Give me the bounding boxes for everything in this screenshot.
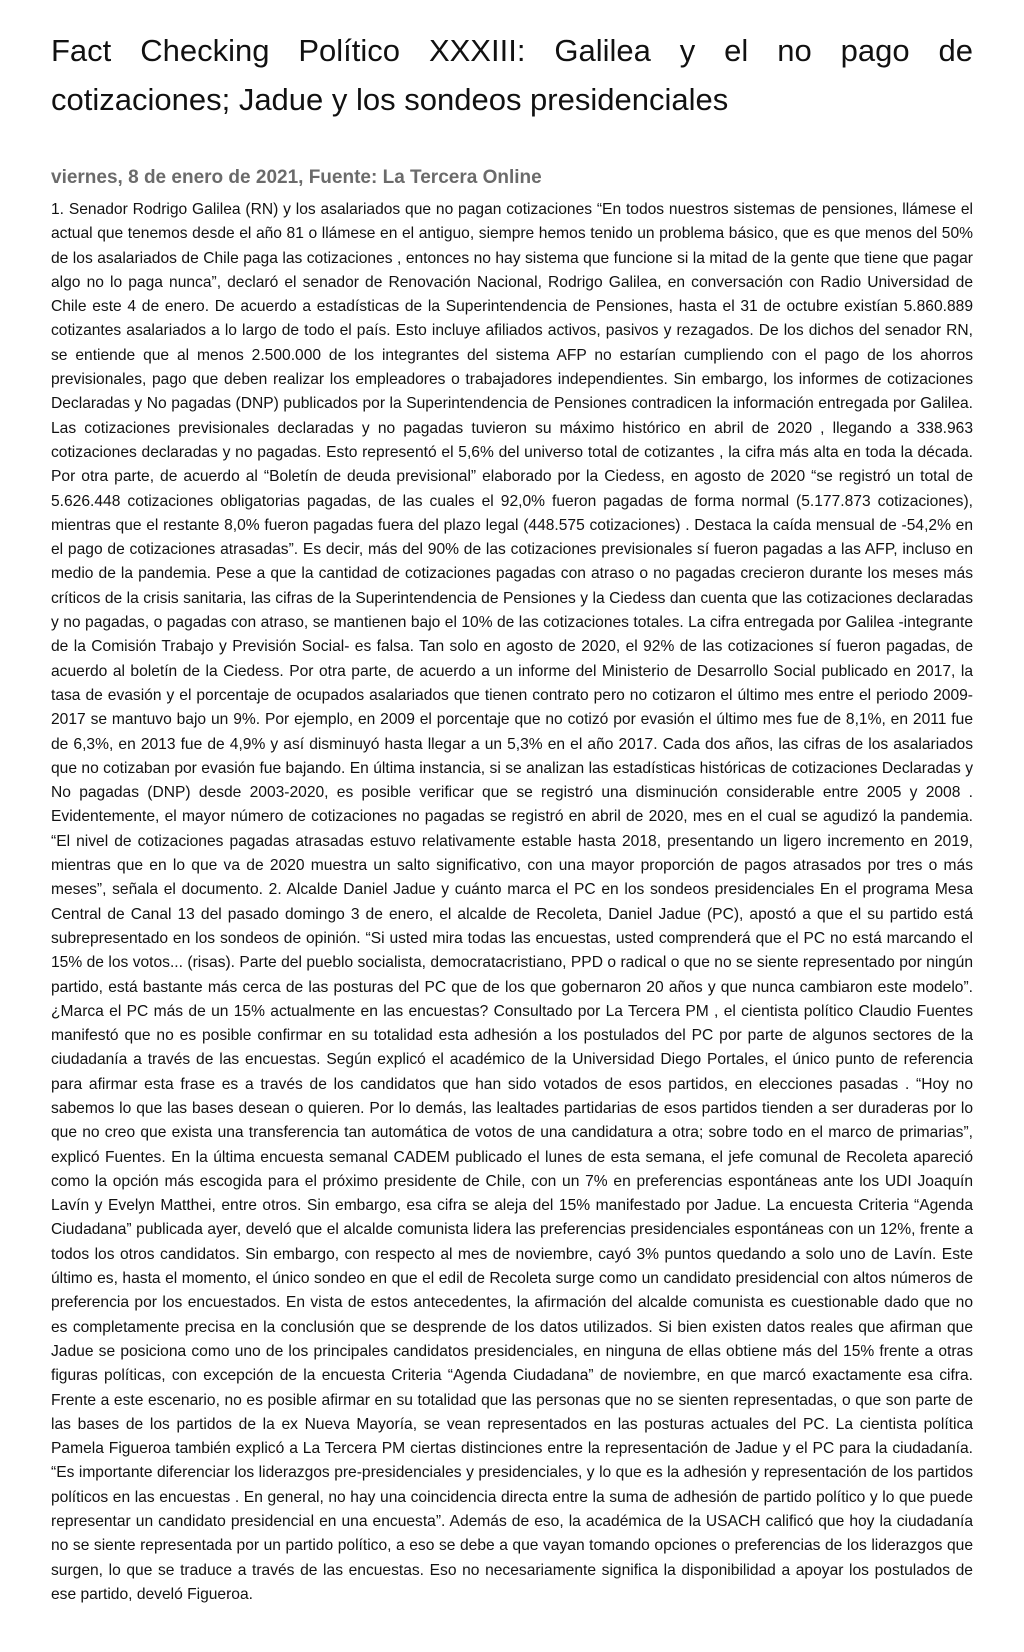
article-date-source: viernes, 8 de enero de 2021, Fuente: La Tercera Online	[51, 167, 542, 188]
article-title: Fact Checking Político XXXIII: Galilea y el no pago de cotizaciones; Jadue y los sondeos presidenciales	[51, 33, 973, 117]
article-body: 1. Senador Rodrigo Galilea (RN) y los asalariados que no pagan cotizaciones “En todos nuestros sistemas de pensiones, llámese el actual que tenemos desde el año 81 o llámese en el antiguo, siempre hemos tenido un problema básico, que es que menos del 50% de los asalariados de Chile paga las cotizaciones , entonces no hay sistema que funcione si la mitad de la gente que tiene que pagar algo no lo paga nunca”, declaró el senador de Renovación Nacional, Rodrigo Galilea, en conversación con Radio Universidad de Chile este 4 de enero. De acuerdo a estadísticas de la Superintendencia de Pensiones, hasta el 31 de octubre existían 5.860.889 cotizantes asalariados a lo largo de todo el país. Esto incluye afiliados activos, pasivos y rezagados. De los dichos del senador RN, se entiende que al menos 2.500.000 de los integrantes del sistema AFP no estarían cumpliendo con el pago de los ahorros previsionales, pago que deben realizar los empleadores o trabajadores independientes. Sin embargo, los informes de cotizaciones Declaradas y No pagadas (DNP) publicados por la Superintendencia de Pensiones contradicen la información entregada por Galilea. Las cotizaciones previsionales declaradas y no pagadas tuvieron su máximo histórico en abril de 2020 , llegando a 338.963 cotizaciones declaradas y no pagadas. Esto representó el 5,6% del universo total de cotizantes , la cifra más alta en toda la década. Por otra parte, de acuerdo al “Boletín de deuda previsional” elaborado por la Ciedess, en agosto de 2020 “se registró un total de 5.626.448 cotizaciones obligatorias pagadas, de las cuales el 92,0% fueron pagadas de forma normal (5.177.873 cotizaciones), mientras que el restante 8,0% fueron pagadas fuera del plazo legal (448.575 cotizaciones) . Destaca la caída mensual de -54,2% en el pago de cotizaciones atrasadas”. Es decir, más del 90% de las cotizaciones previsionales sí fueron pagadas a las AFP, incluso en medio de la pandemia. Pese a que la cantidad de cotizaciones pagadas con atraso o no pagadas crecieron durante los meses más críticos de la crisis sanitaria, las cifras de la Superintendencia de Pensiones y la Ciedess dan cuenta que las cotizaciones declaradas y no pagadas, o pagadas con atraso, se mantienen bajo el 10% de las cotizaciones totales. La cifra entregada por Galilea -integrante de la Comisión Trabajo y Previsión Social- es falsa. Tan solo en agosto de 2020, el 92% de las cotizaciones sí fueron pagadas, de acuerdo al boletín de la Ciedess. Por otra parte, de acuerdo a un informe del Ministerio de Desarrollo Social publicado en 2017, la tasa de evasión y el porcentaje de ocupados asalariados que tienen contrato pero no cotizaron el último mes entre el periodo 2009-2017 se mantuvo bajo un 9%. Por ejemplo, en 2009 el porcentaje que no cotizó por evasión el último mes fue de 8,1%, en 2011 fue de 6,3%, en 2013 fue de 4,9% y así disminuyó hasta llegar a un 5,3% en el año 2017. Cada dos años, las cifras de los asalariados que no cotizaban por evasión fue bajando. En última instancia, si se analizan las estadísticas históricas de cotizaciones Declaradas y No pagadas (DNP) desde 2003-2020, es posible verificar que se registró una disminución considerable entre 2005 y 2008 . Evidentemente, el mayor número de cotizaciones no pagadas se registró en abril de 2020, mes en el cual se agudizó la pandemia. “El nivel de cotizaciones pagadas atrasadas estuvo relativamente estable hasta 2018, presentando un ligero incremento en 2019, mientras que en lo que va de 2020 muestra un salto significativo, con una mayor proporción de pagos atrasados por tres o más meses”, señala el documento. 2. Alcalde Daniel Jadue y cuánto marca el PC en los sondeos presidenciales En el programa Mesa Central de Canal 13 del pasado domingo 3 de enero, el alcalde de Recoleta, Daniel Jadue (PC), apostó a que el su partido está subrepresentado en los sondeos de opinión. “Si usted mira todas las encuestas, usted comprenderá que el PC no está marcando el 15% de los votos... (risas). Parte del pueblo socialista, democratacristiano, PPD o radical o que no se siente representado por ningún partido, está bastante más cerca de las posturas del PC que de los que gobernaron 20 años y que nunca cambiaron este modelo”. ¿Marca el PC más de un 15% actualmente en las encuestas? Consultado por La Tercera PM , el cientista político Claudio Fuentes manifestó que no es posible confirmar en su totalidad esta adhesión a los postulados del PC por parte de algunos sectores de la ciudadanía a través de las encuestas. Según explicó el académico de la Universidad Diego Portales, el único punto de referencia para afirmar esta frase es a través de los candidatos que han sido votados de esos partidos, en elecciones pasadas . “Hoy no sabemos lo que las bases desean o quieren. Por lo demás, las lealtades partidarias de esos partidos tienden a ser duraderas por lo que no creo que exista una transferencia tan automática de votos de una candidatura a otra; sobre todo en el marco de primarias”, explicó Fuentes. En la última encuesta semanal CADEM publicado el lunes de esta semana, el jefe comunal de Recoleta apareció como la opción más escogida para el próximo presidente de Chile, con un 7% en preferencias espontáneas ante los UDI Joaquín Lavín y Evelyn Matthei, entre otros. Sin embargo, esa cifra se aleja del 15% manifestado por Jadue. La encuesta Criteria “Agenda Ciudadana” publicada ayer, develó que el alcalde comunista lidera las preferencias presidenciales espontáneas con un 12%, frente a todos los otros candidatos. Sin embargo, con respecto al mes de noviembre, cayó 3% puntos quedando a solo uno de Lavín. Este último es, hasta el momento, el único sondeo en que el edil de Recoleta surge como un candidato presidencial con altos números de preferencia por los encuestados. En vista de estos antecedentes, la afirmación del alcalde comunista es cuestionable dado que no es completamente precisa en la conclusión que se desprende de los datos utilizados. Si bien existen datos reales que afirman que Jadue se posiciona como uno de los principales candidatos presidenciales, en ninguna de ellas obtiene más del 15% frente a otras figuras políticas, con excepción de la encuesta Criteria “Agenda Ciudadana” de noviembre, en que marcó exactamente esa cifra. Frente a este escenario, no es posible afirmar en su totalidad que las personas que no se sienten representadas, o que son parte de las bases de los partidos de la ex Nueva Mayoría, se vean representados en las posturas actuales del PC. La cientista política Pamela Figueroa también explicó a La Tercera PM ciertas distinciones entre la representación de Jadue y el PC para la ciudadanía. “Es importante diferenciar los liderazgos pre-presidenciales y presidenciales, y lo que es la adhesión y representación de los partidos políticos en las encuestas . En general, no hay una coincidencia directa entre la suma de adhesión de partido político y lo que puede representar un candidato presidencial en una encuesta”. Además de eso, la académica de la USACH calificó que hoy la ciudadanía no se siente representada por un partido político, a eso se debe a que vayan tomando opciones o preferencias de los liderazgos que surgen, lo que se traduce a través de las encuestas. Eso no necesariamente significa la disponibilidad a apoyar los postulados de ese partido, develó Figueroa.	[51, 201, 973, 1603]
